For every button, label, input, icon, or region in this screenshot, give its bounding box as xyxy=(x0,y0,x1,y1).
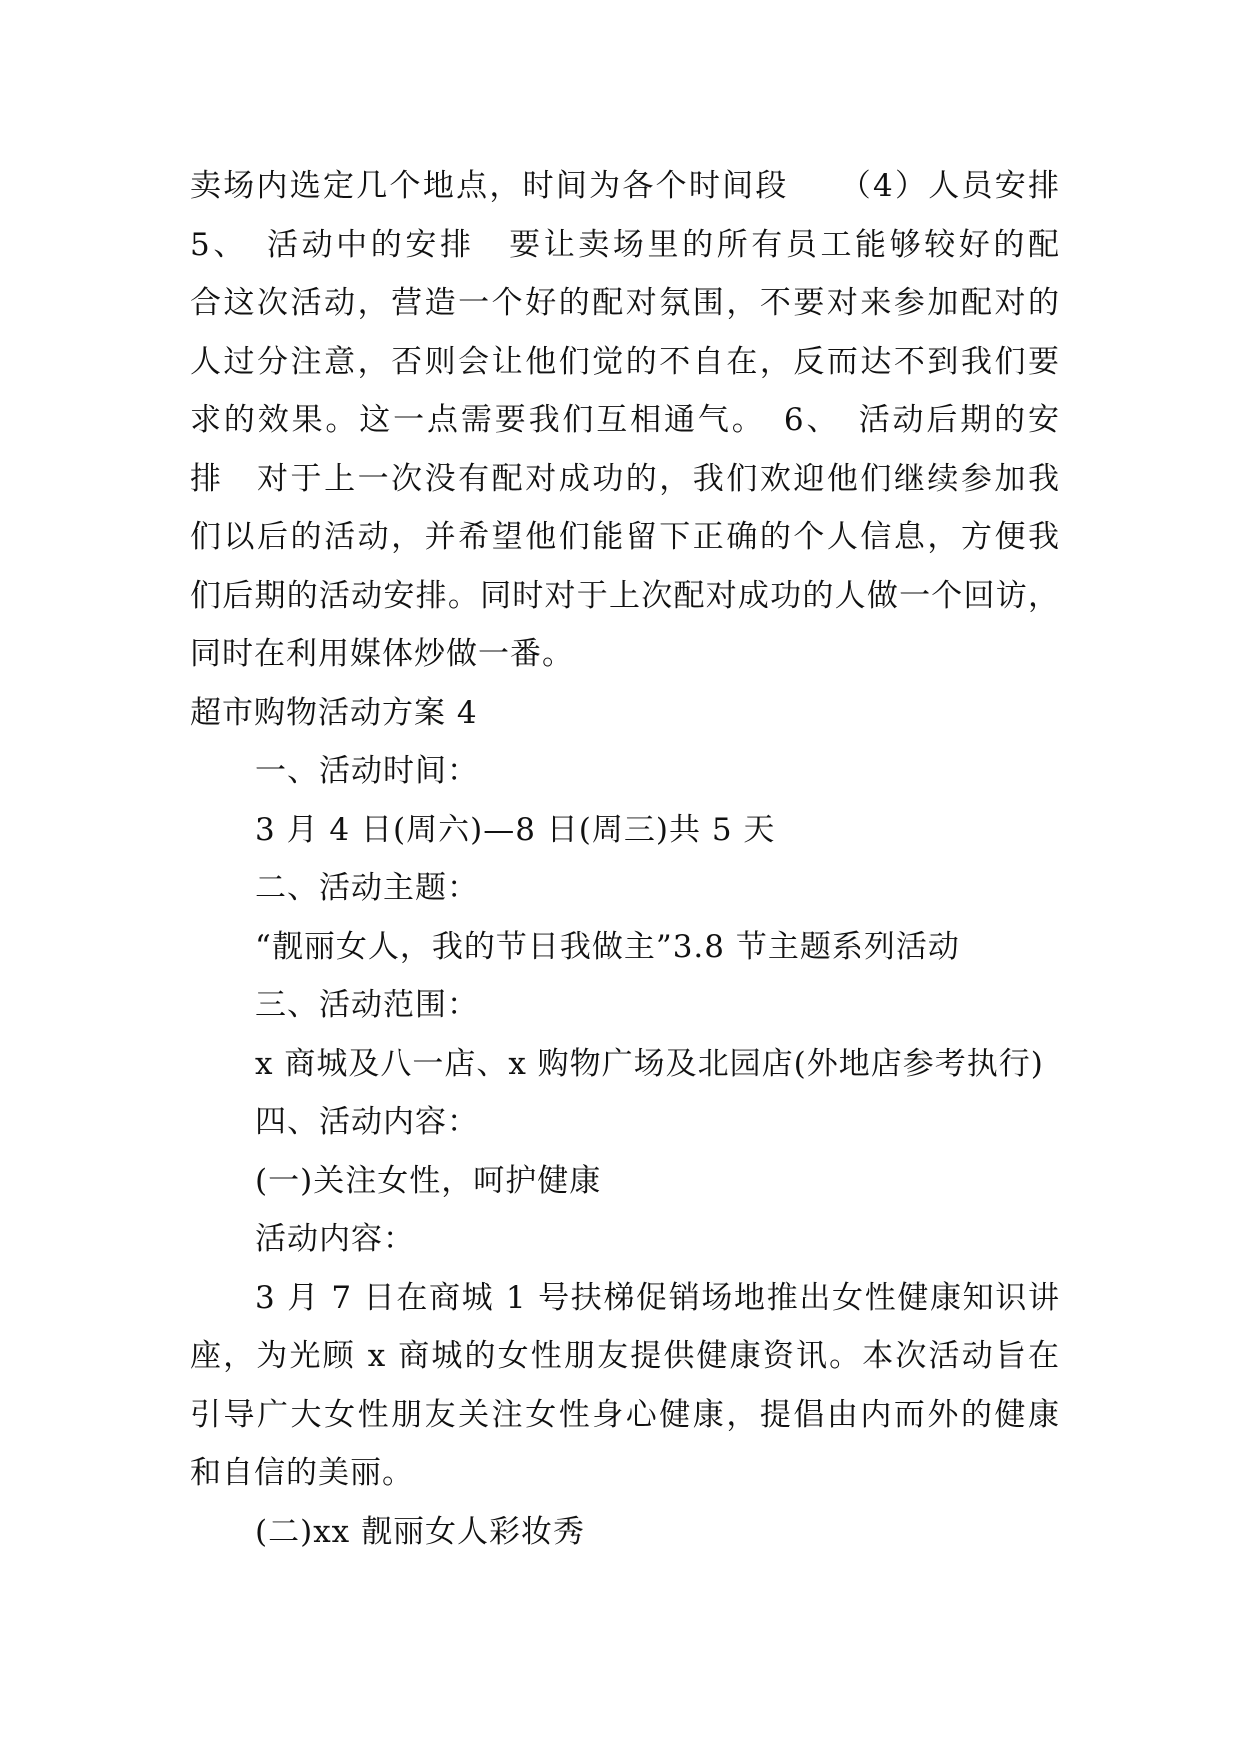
item-heading: (一)关注女性，呵护健康 xyxy=(255,1163,602,1199)
body-text-line: 3 月 4 日(周六)—8 日(周三)共 5 天 xyxy=(255,812,776,848)
body-text-line: 人过分注意，否则会让他们觉的不自在，反而达不到我们要 xyxy=(190,344,1060,380)
subheading-time: 一、活动时间： xyxy=(255,753,479,789)
body-text-line: 和自信的美丽。 xyxy=(190,1455,414,1491)
body-text-line: 活动内容： xyxy=(255,1221,415,1257)
body-text-line: 们以后的活动，并希望他们能留下正确的个人信息，方便我 xyxy=(190,519,1060,555)
body-text-line: 同时在利用媒体炒做一番。 xyxy=(190,636,574,672)
item-heading: (二)xx 靓丽女人彩妆秀 xyxy=(255,1514,586,1550)
subheading-scope: 三、活动范围： xyxy=(255,987,479,1023)
body-text-line: 求的效果。这一点需要我们互相通气。 6、 活动后期的安 xyxy=(190,402,1060,438)
body-text-line: 卖场内选定几个地点，时间为各个时间段 （4）人员安排 xyxy=(190,168,1060,204)
subheading-content: 四、活动内容： xyxy=(255,1104,479,1140)
body-text-line: 们后期的活动安排。同时对于上次配对成功的人做一个回访， xyxy=(190,578,1060,614)
subheading-theme: 二、活动主题： xyxy=(255,870,479,906)
body-text-line: x 商城及八一店、x 购物广场及北园店(外地店参考执行) xyxy=(255,1046,1044,1082)
section-heading: 超市购物活动方案 4 xyxy=(190,695,478,731)
body-text-line: 座，为光顾 x 商城的女性朋友提供健康资讯。本次活动旨在 xyxy=(190,1338,1060,1374)
body-text-line: “靓丽女人，我的节日我做主”3.8 节主题系列活动 xyxy=(255,929,960,965)
body-text-line: 合这次活动，营造一个好的配对氛围，不要对来参加配对的 xyxy=(190,285,1060,321)
body-text-line: 3 月 7 日在商城 1 号扶梯促销场地推出女性健康知识讲 xyxy=(255,1280,1060,1316)
body-text-line: 引导广大女性朋友关注女性身心健康，提倡由内而外的健康 xyxy=(190,1397,1060,1433)
body-text-line: 排 对于上一次没有配对成功的，我们欢迎他们继续参加我 xyxy=(190,461,1060,497)
body-text-line: 5、 活动中的安排 要让卖场里的所有员工能够较好的配 xyxy=(190,227,1060,263)
